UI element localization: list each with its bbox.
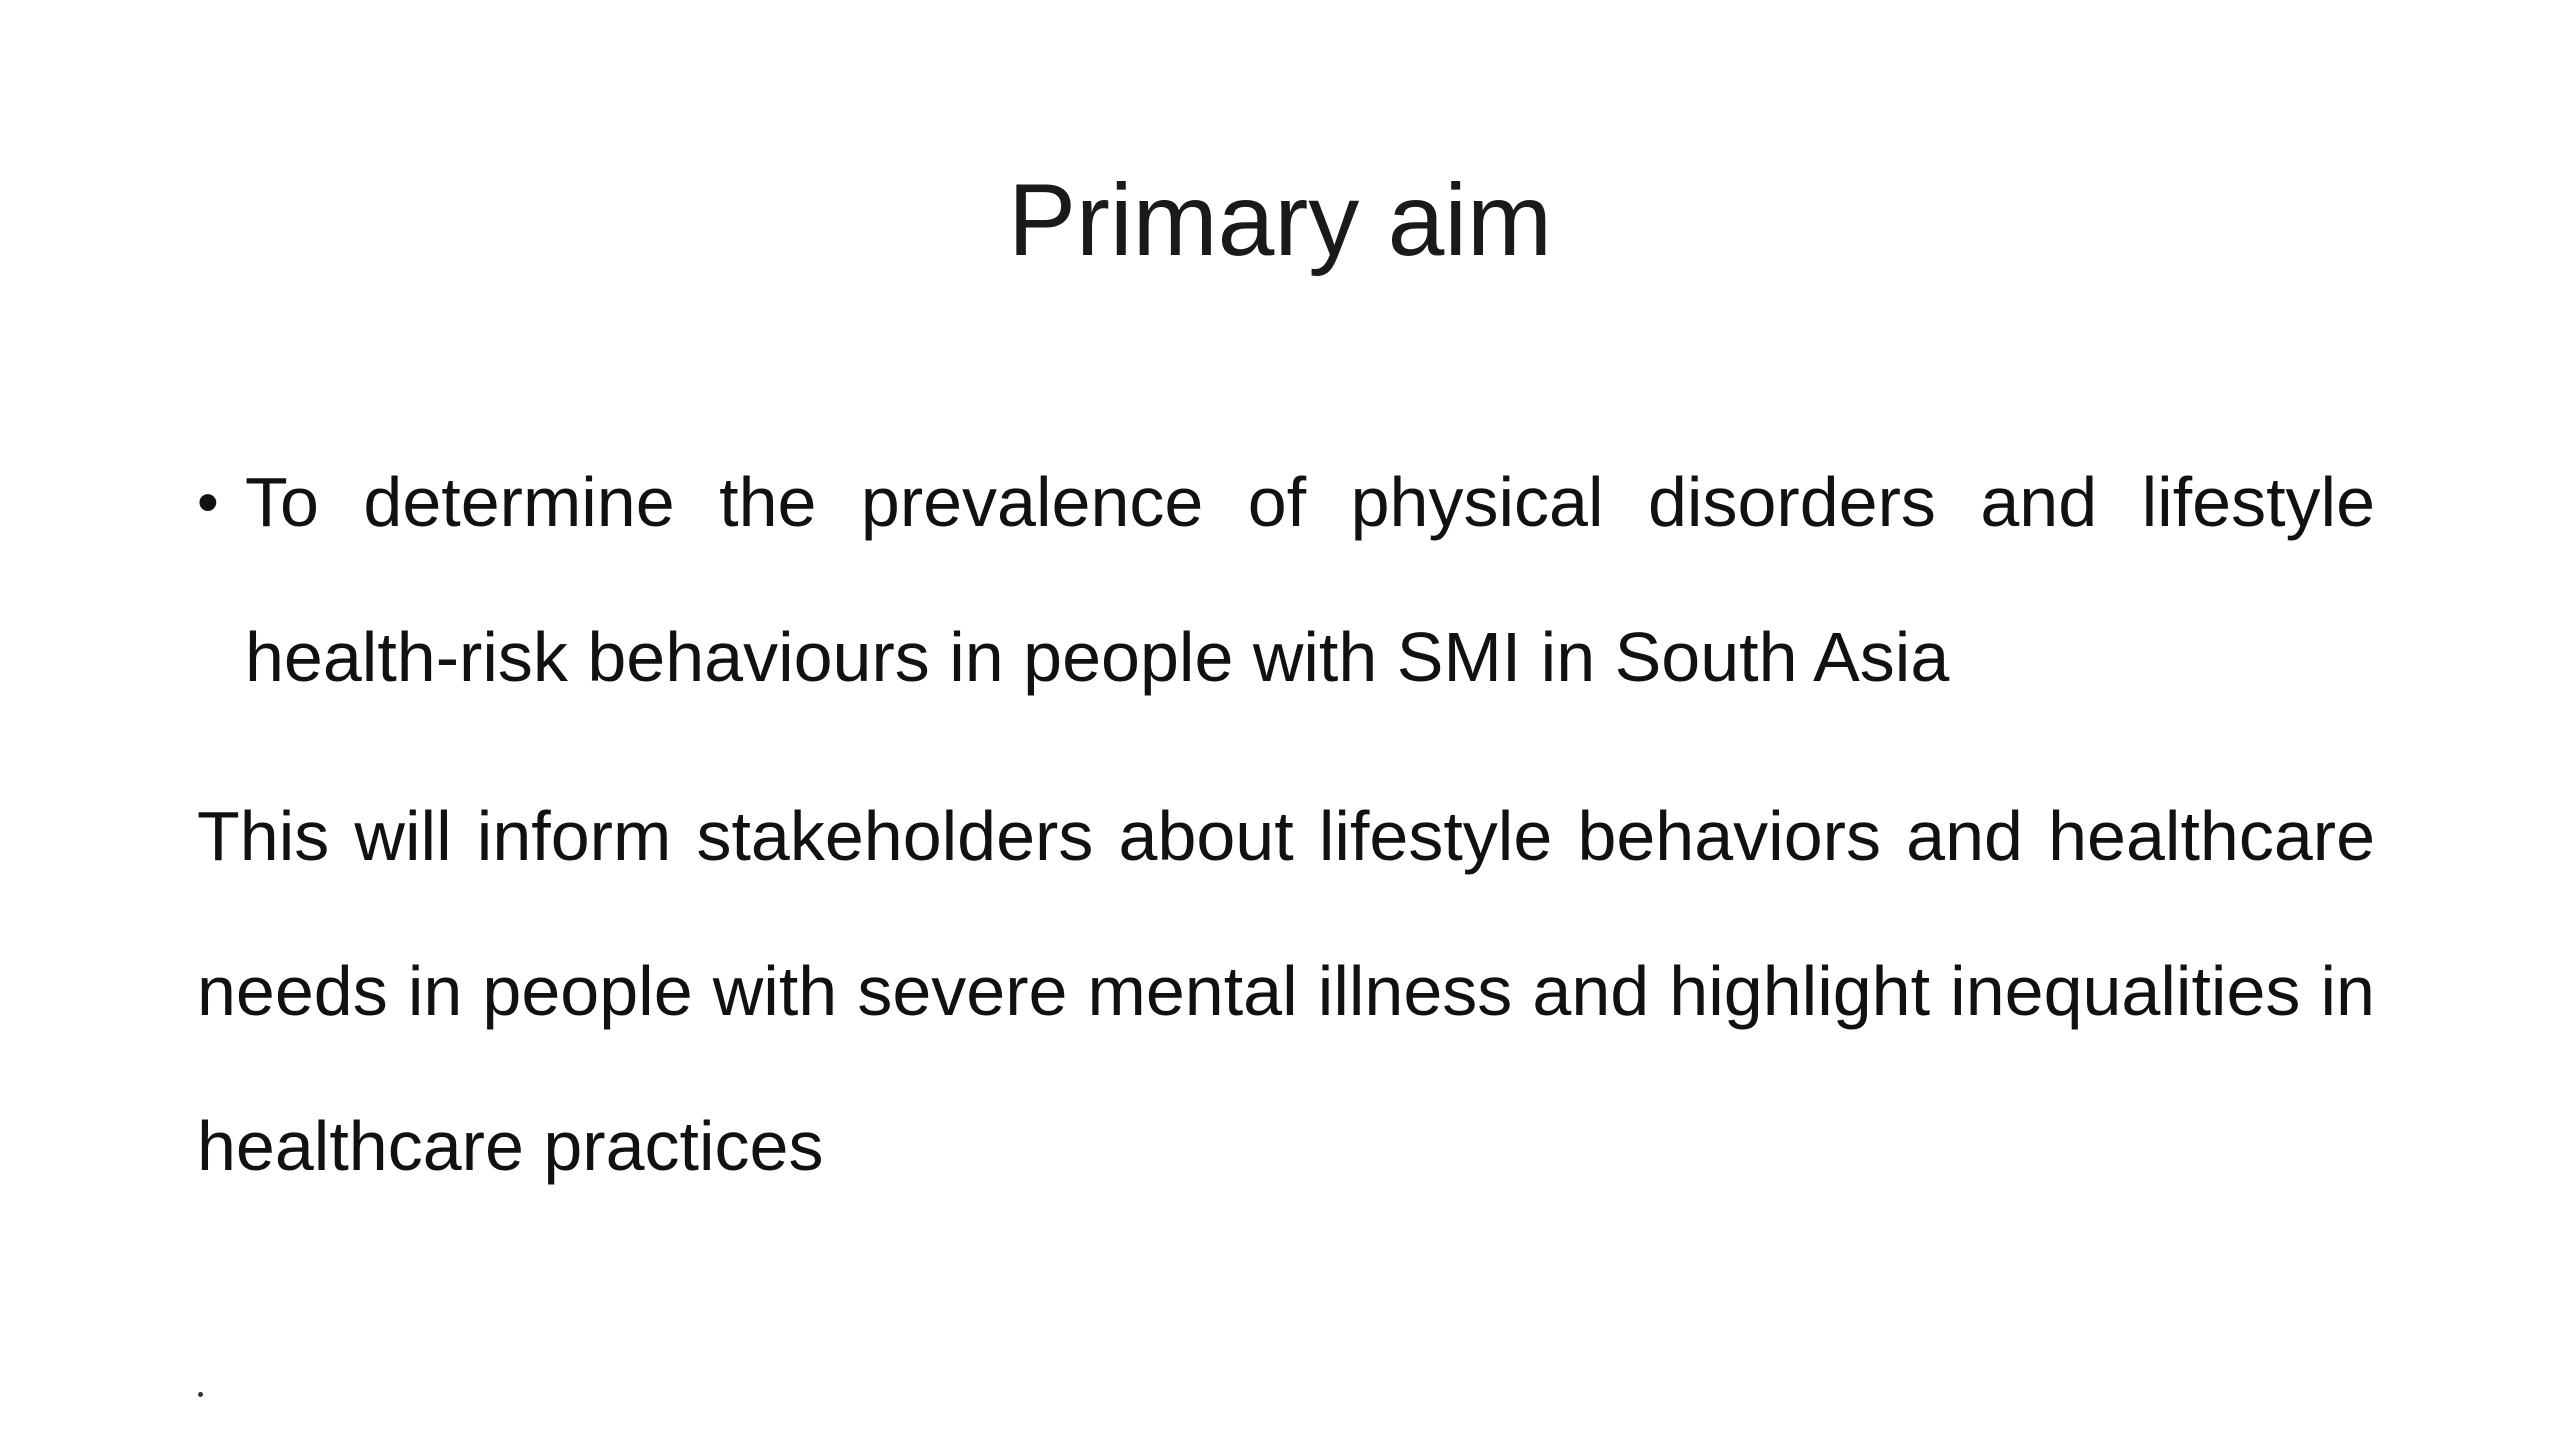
stray-dot-mark — [198, 1392, 203, 1397]
bullet-text: To determine the prevalence of physical disorders and lifestyle health-risk behaviours in people with SMI in South Asia — [245, 463, 2375, 696]
slide-title: Primary aim — [1007, 163, 1553, 277]
bullet-item — [197, 425, 2375, 735]
body-paragraph: This will inform stakeholders about lifestyle behaviors and healthcare needs in people with severe mental illness and highlight inequalities in healthcare practices — [197, 797, 2375, 1185]
slide-body — [197, 425, 2375, 1224]
bullet-marker: • — [197, 468, 219, 537]
